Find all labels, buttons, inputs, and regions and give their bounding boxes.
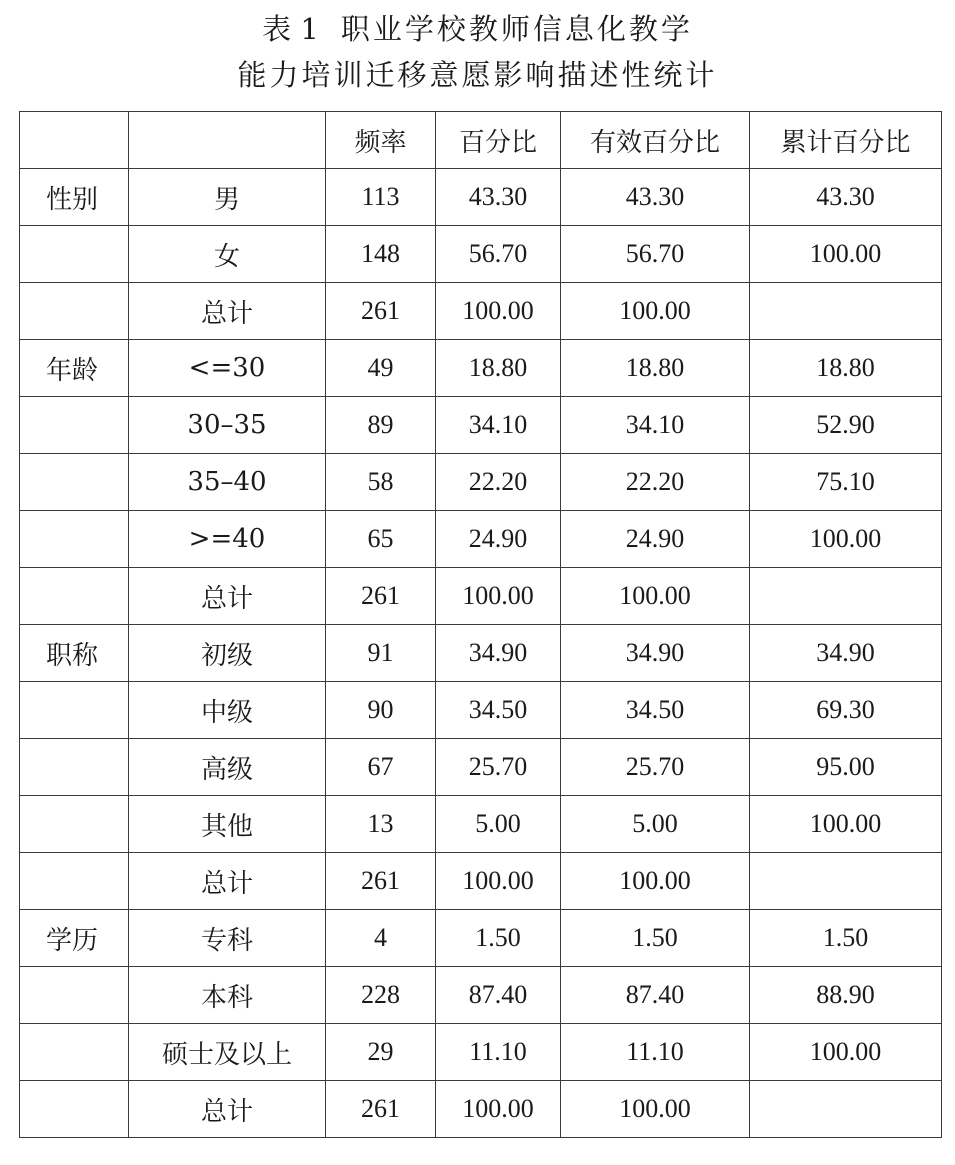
category-cell: 初级 [129, 625, 326, 682]
table-header-row [20, 112, 942, 169]
percent-cell: 5.00 [436, 796, 561, 853]
valid-percent-cell: 34.50 [561, 682, 750, 739]
table-row [20, 340, 942, 397]
percent-cell: 18.80 [436, 340, 561, 397]
percent-cell: 24.90 [436, 511, 561, 568]
table-row [20, 967, 942, 1024]
table-row [20, 454, 942, 511]
frequency-cell: 90 [326, 682, 436, 739]
table-row [20, 511, 942, 568]
percent-cell: 34.10 [436, 397, 561, 454]
cumulative-percent-cell: 34.90 [750, 625, 942, 682]
table-row [20, 853, 942, 910]
group-cell [20, 682, 129, 739]
percent-cell: 87.40 [436, 967, 561, 1024]
frequency-cell: 91 [326, 625, 436, 682]
frequency-cell: 58 [326, 454, 436, 511]
group-cell [20, 796, 129, 853]
cumulative-percent-cell: 1.50 [750, 910, 942, 967]
cumulative-percent-cell [750, 283, 942, 340]
table-number: 表 1 [262, 12, 319, 46]
caption-title-line-1: 职业学校教师信息化教学 [340, 12, 693, 46]
cumulative-percent-cell: 100.00 [750, 1024, 942, 1081]
frequency-cell: 113 [326, 169, 436, 226]
valid-percent-cell: 34.10 [561, 397, 750, 454]
table-row [20, 169, 942, 226]
frequency-cell: 13 [326, 796, 436, 853]
cumulative-percent-cell: 100.00 [750, 796, 942, 853]
frequency-cell: 67 [326, 739, 436, 796]
group-cell: 学历 [20, 910, 129, 967]
group-cell [20, 397, 129, 454]
group-cell: 年龄 [20, 340, 129, 397]
category-cell: 专科 [129, 910, 326, 967]
group-cell [20, 511, 129, 568]
cumulative-percent-cell: 88.90 [750, 967, 942, 1024]
category-cell: 男 [129, 169, 326, 226]
group-cell [20, 1081, 129, 1138]
cumulative-percent-cell: 43.30 [750, 169, 942, 226]
category-cell: 总计 [129, 283, 326, 340]
category-cell: 本科 [129, 967, 326, 1024]
group-cell [20, 226, 129, 283]
cumulative-percent-cell [750, 853, 942, 910]
category-cell: 总计 [129, 568, 326, 625]
cumulative-percent-cell: 75.10 [750, 454, 942, 511]
table-row [20, 568, 942, 625]
percent-cell: 25.70 [436, 739, 561, 796]
table-row [20, 796, 942, 853]
category-cell: 女 [129, 226, 326, 283]
table-row [20, 625, 942, 682]
percent-cell: 34.90 [436, 625, 561, 682]
percent-cell: 43.30 [436, 169, 561, 226]
valid-percent-cell: 100.00 [561, 853, 750, 910]
valid-percent-cell: 100.00 [561, 1081, 750, 1138]
category-cell: >=40 [129, 511, 326, 568]
frequency-cell: 4 [326, 910, 436, 967]
percent-cell: 100.00 [436, 283, 561, 340]
percent-cell: 11.10 [436, 1024, 561, 1081]
valid-percent-cell: 56.70 [561, 226, 750, 283]
group-cell: 职称 [20, 625, 129, 682]
cumulative-percent-cell: 52.90 [750, 397, 942, 454]
cumulative-percent-cell: 69.30 [750, 682, 942, 739]
frequency-cell: 261 [326, 853, 436, 910]
frequency-cell: 261 [326, 568, 436, 625]
table-row [20, 283, 942, 340]
header-cell-category [129, 112, 326, 169]
valid-percent-cell: 25.70 [561, 739, 750, 796]
percent-cell: 100.00 [436, 568, 561, 625]
category-cell: 30–35 [129, 397, 326, 454]
group-cell [20, 283, 129, 340]
cumulative-percent-cell [750, 568, 942, 625]
cumulative-percent-cell: 18.80 [750, 340, 942, 397]
header-cell-percent: 百分比 [436, 112, 561, 169]
header-cell-frequency: 频率 [326, 112, 436, 169]
frequency-cell: 49 [326, 340, 436, 397]
frequency-cell: 65 [326, 511, 436, 568]
cumulative-percent-cell: 100.00 [750, 226, 942, 283]
category-cell: 总计 [129, 853, 326, 910]
percent-cell: 1.50 [436, 910, 561, 967]
category-cell: 其他 [129, 796, 326, 853]
frequency-cell: 29 [326, 1024, 436, 1081]
percent-cell: 22.20 [436, 454, 561, 511]
caption-line-1 [0, 6, 955, 52]
valid-percent-cell: 11.10 [561, 1024, 750, 1081]
category-cell: 中级 [129, 682, 326, 739]
category-cell: <=30 [129, 340, 326, 397]
valid-percent-cell: 24.90 [561, 511, 750, 568]
valid-percent-cell: 22.20 [561, 454, 750, 511]
table-body [20, 112, 942, 1138]
percent-cell: 100.00 [436, 853, 561, 910]
cumulative-percent-cell: 100.00 [750, 511, 942, 568]
valid-percent-cell: 87.40 [561, 967, 750, 1024]
category-cell: 35–40 [129, 454, 326, 511]
valid-percent-cell: 18.80 [561, 340, 750, 397]
percent-cell: 34.50 [436, 682, 561, 739]
header-cell-group [20, 112, 129, 169]
caption-title-line-2: 能力培训迁移意愿影响描述性统计 [237, 58, 718, 92]
table-row [20, 226, 942, 283]
cumulative-percent-cell [750, 1081, 942, 1138]
valid-percent-cell: 43.30 [561, 169, 750, 226]
table-row [20, 397, 942, 454]
frequency-cell: 148 [326, 226, 436, 283]
group-cell [20, 454, 129, 511]
frequency-cell: 261 [326, 283, 436, 340]
frequency-cell: 228 [326, 967, 436, 1024]
category-cell: 硕士及以上 [129, 1024, 326, 1081]
percent-cell: 56.70 [436, 226, 561, 283]
valid-percent-cell: 5.00 [561, 796, 750, 853]
descriptive-statistics-table [19, 111, 942, 1138]
frequency-cell: 261 [326, 1081, 436, 1138]
group-cell [20, 568, 129, 625]
group-cell [20, 853, 129, 910]
table-row [20, 682, 942, 739]
group-cell: 性别 [20, 169, 129, 226]
table-row [20, 739, 942, 796]
valid-percent-cell: 100.00 [561, 283, 750, 340]
group-cell [20, 1024, 129, 1081]
table-row [20, 910, 942, 967]
category-cell: 总计 [129, 1081, 326, 1138]
category-cell: 高级 [129, 739, 326, 796]
group-cell [20, 967, 129, 1024]
cumulative-percent-cell: 95.00 [750, 739, 942, 796]
frequency-cell: 89 [326, 397, 436, 454]
table-row [20, 1081, 942, 1138]
percent-cell: 100.00 [436, 1081, 561, 1138]
valid-percent-cell: 100.00 [561, 568, 750, 625]
table-caption [0, 6, 955, 98]
valid-percent-cell: 34.90 [561, 625, 750, 682]
valid-percent-cell: 1.50 [561, 910, 750, 967]
table-row [20, 1024, 942, 1081]
header-cell-cumulative-percent: 累计百分比 [750, 112, 942, 169]
group-cell [20, 739, 129, 796]
header-cell-valid-percent: 有效百分比 [561, 112, 750, 169]
